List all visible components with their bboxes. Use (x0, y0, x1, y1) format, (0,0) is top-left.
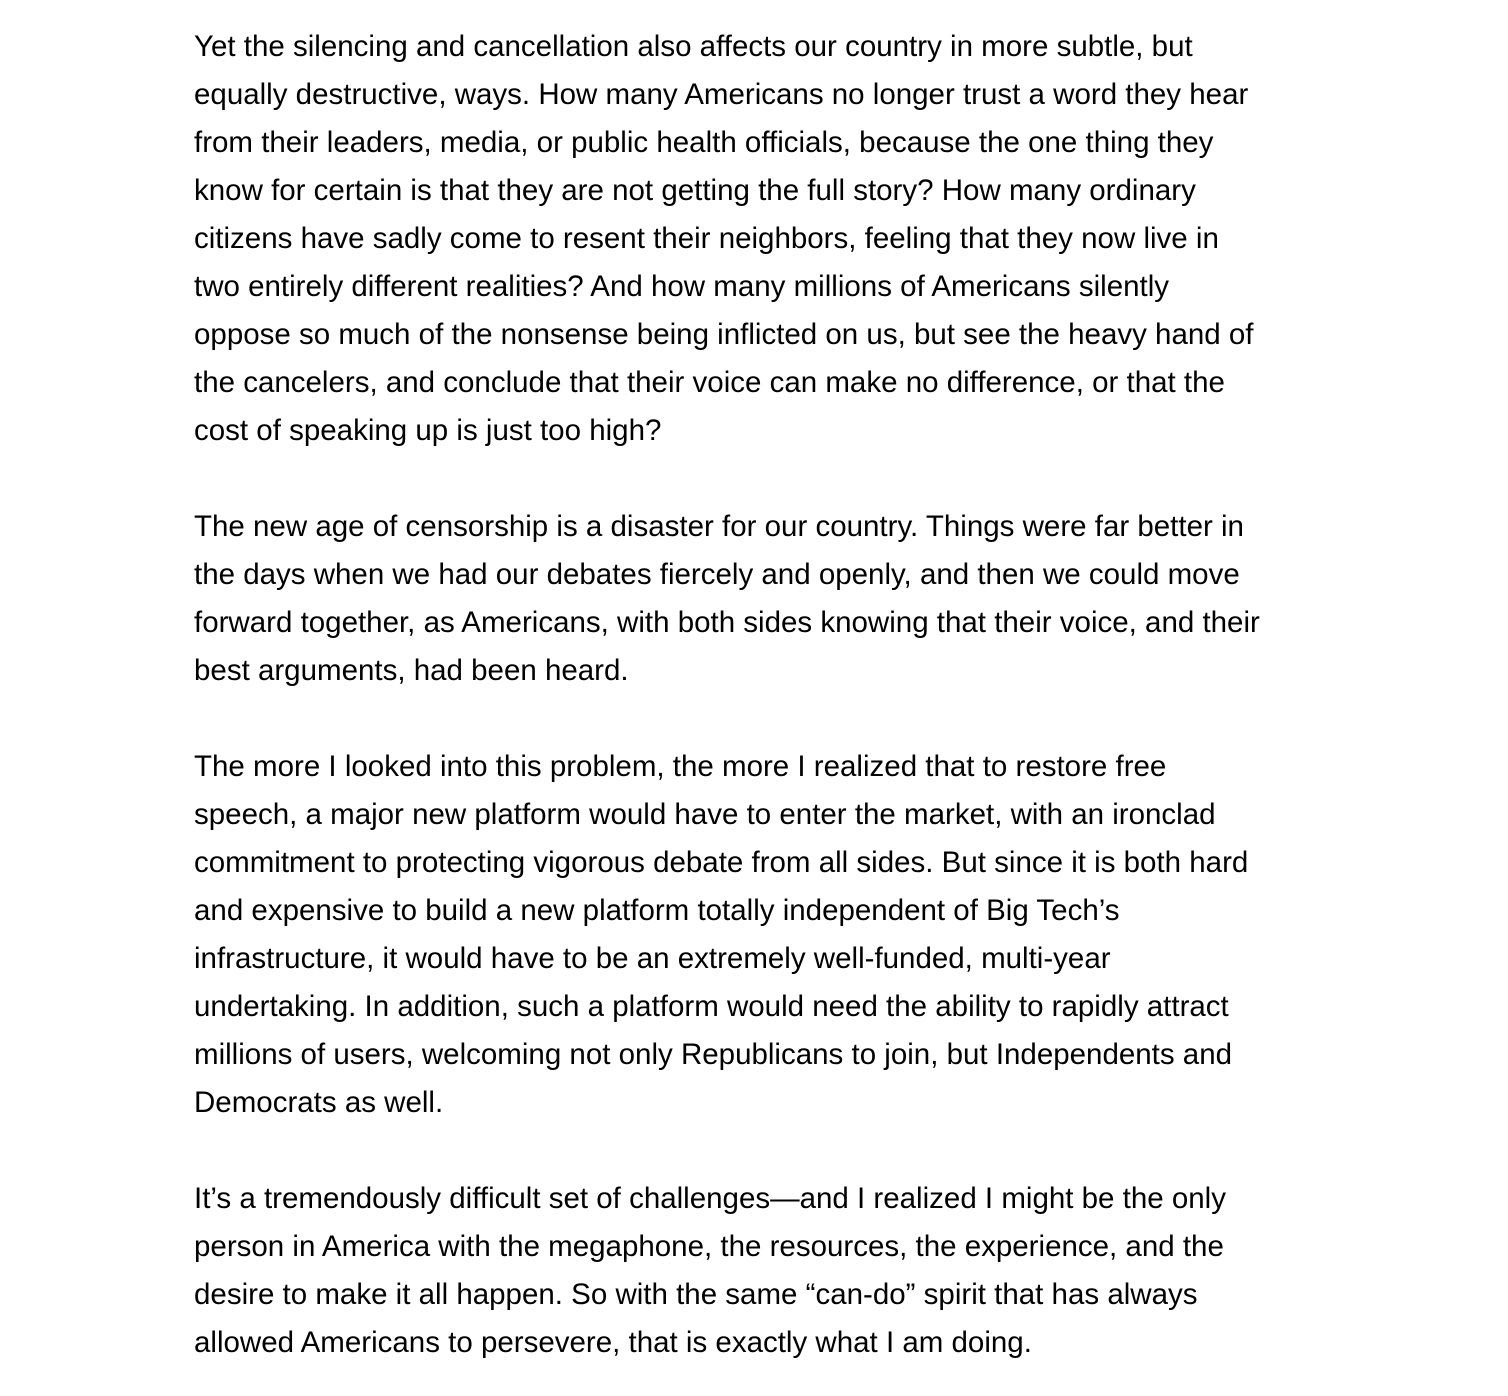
paragraph-challenges: It’s a tremendously difficult set of challenges—and I realized I might be the only person in America with the megaphone, the resources, the experience, and the desire to make it all happen. So with the same “can-do” spirit that has always allowed Americans to persevere, that is exactly what I am doing. (194, 1182, 1226, 1359)
paragraph-silencing: Yet the silencing and cancellation also affects our country in more subtle, but equally destructive, ways. How many Americans no longer trust a word they hear from their leaders, media, or public health officials, because the one thing they know for certain is that they are not getting the full story? How many ordinary citizens have sadly come to resent their neighbors, feeling that they now live in two entirely different realities? And how many millions of Americans silently oppose so much of the nonsense being inflicted on us, but see the heavy hand of the cancelers, and conclude that their voice can make no difference, or that the cost of speaking up is just too high? (194, 30, 1254, 447)
paragraph-new-platform: The more I looked into this problem, the more I realized that to restore free speech, a major new platform would have to enter the market, with an ironclad commitment to protecting vigorous debate from all sides. But since it is both hard and expensive to build a new platform totally independent of Big Tech’s infrastructure, it would have to be an extremely well-funded, multi-year undertaking. In addition, such a platform would need the ability to rapidly attract millions of users, welcoming not only Republicans to join, but Independents and Democrats as well. (194, 750, 1249, 1119)
paragraph-censorship: The new age of censorship is a disaster for our country. Things were far better in the days when we had our debates fiercely and openly, and then we could move forward together, as Americans, with both sides knowing that their voice, and their best arguments, had been heard. (194, 510, 1260, 687)
document-body (194, 23, 1364, 1367)
